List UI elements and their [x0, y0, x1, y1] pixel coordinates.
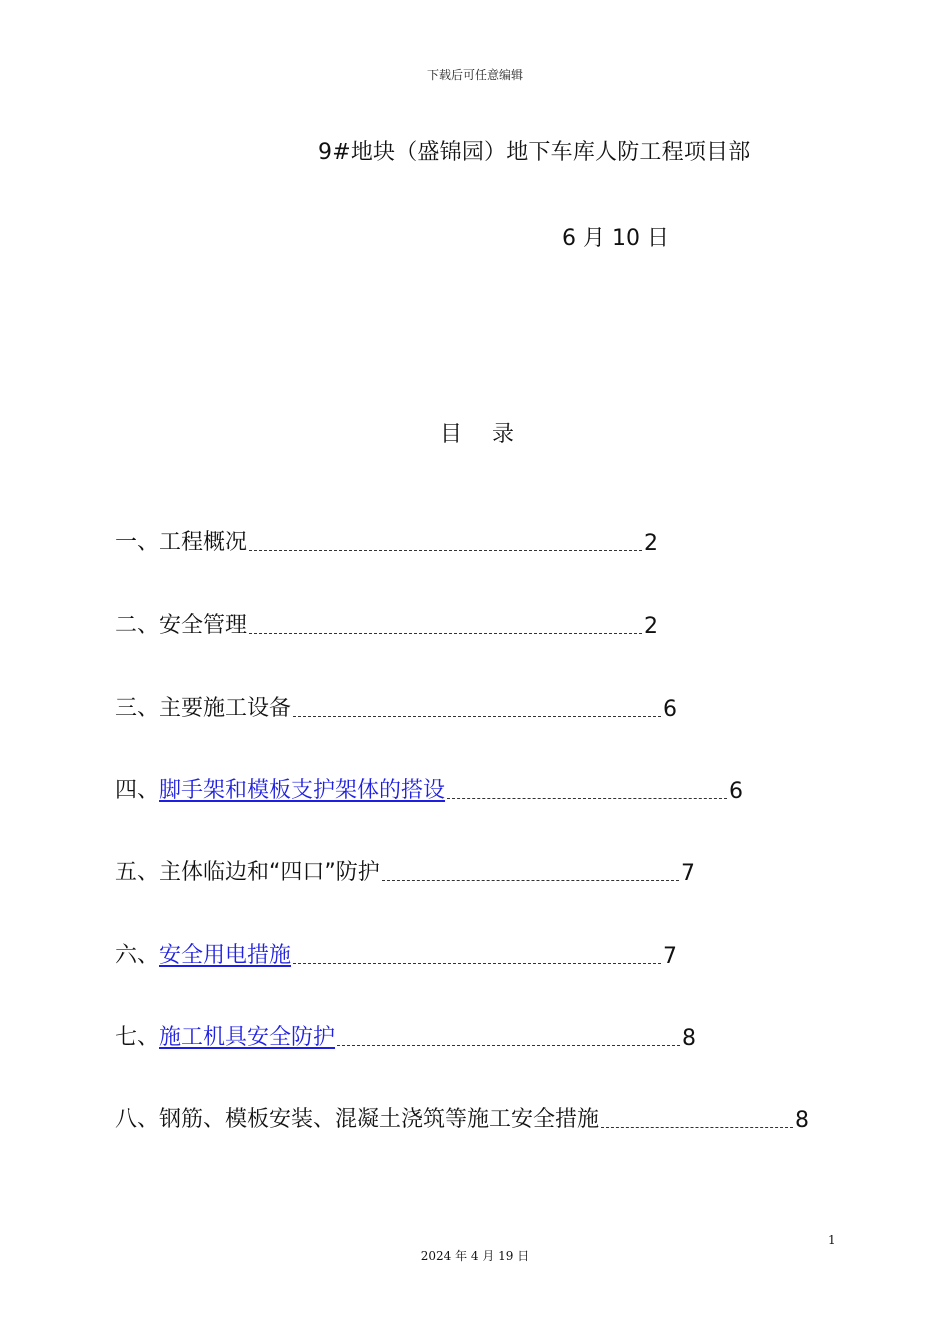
toc-entry-page: 2	[644, 614, 658, 639]
toc-entry-label: 工程概况	[159, 530, 248, 555]
toc-entry-7[interactable]	[115, 1017, 696, 1051]
toc-entry-3[interactable]	[115, 688, 677, 722]
toc-leader-dots	[293, 716, 661, 717]
toc-entry-prefix: 六、	[115, 943, 160, 968]
toc-entry-label: 安全管理	[159, 613, 248, 638]
toc-entry-link[interactable]: 脚手架和模板支护架体的搭设	[159, 778, 446, 803]
toc-entry-prefix: 一、	[115, 530, 160, 555]
toc-entry-prefix: 五、	[115, 860, 160, 885]
toc-entry-1[interactable]	[115, 522, 658, 556]
toc-entry-page: 6	[729, 779, 743, 804]
toc-entry-2[interactable]	[115, 605, 658, 639]
toc-entry-page: 8	[795, 1108, 809, 1133]
toc-leader-dots	[293, 963, 661, 964]
header-note: 下载后可任意编辑	[426, 68, 523, 82]
toc-leader-dots	[249, 633, 642, 634]
toc-entry-label: 主体临边和“四口”防护	[159, 860, 380, 885]
toc-title: 目录	[440, 422, 545, 447]
document-date: 6 月 10 日	[562, 226, 669, 251]
toc-entry-prefix: 四、	[115, 778, 160, 803]
toc-entry-page: 7	[663, 944, 677, 969]
toc-entry-label: 主要施工设备	[159, 696, 292, 721]
organization-name: 9#地块（盛锦园）地下车库人防工程项目部	[318, 140, 751, 165]
toc-entry-prefix: 三、	[115, 696, 160, 721]
toc-entry-5[interactable]	[115, 852, 695, 886]
page-number: 1	[828, 1233, 836, 1247]
toc-entry-link[interactable]: 施工机具安全防护	[159, 1025, 336, 1050]
toc-entry-8[interactable]	[115, 1099, 809, 1133]
toc-entry-page: 7	[681, 861, 695, 886]
toc-entry-prefix: 八、	[115, 1107, 160, 1132]
footer-date: 2024 年 4 月 19 日	[420, 1249, 530, 1263]
toc-entry-label: 钢筋、模板安装、混凝土浇筑等施工安全措施	[159, 1107, 600, 1132]
toc-entry-link[interactable]: 安全用电措施	[159, 943, 292, 968]
toc-leader-dots	[337, 1045, 680, 1046]
toc-leader-dots	[382, 880, 679, 881]
toc-entry-4[interactable]	[115, 770, 743, 804]
toc-entry-page: 8	[682, 1026, 696, 1051]
toc-entry-prefix: 七、	[115, 1025, 160, 1050]
toc-entry-prefix: 二、	[115, 613, 160, 638]
toc-entry-page: 2	[644, 531, 658, 556]
toc-entry-page: 6	[663, 697, 677, 722]
toc-leader-dots	[249, 550, 642, 551]
toc-leader-dots	[601, 1127, 793, 1128]
toc-leader-dots	[447, 798, 727, 799]
toc-entry-6[interactable]	[115, 935, 677, 969]
